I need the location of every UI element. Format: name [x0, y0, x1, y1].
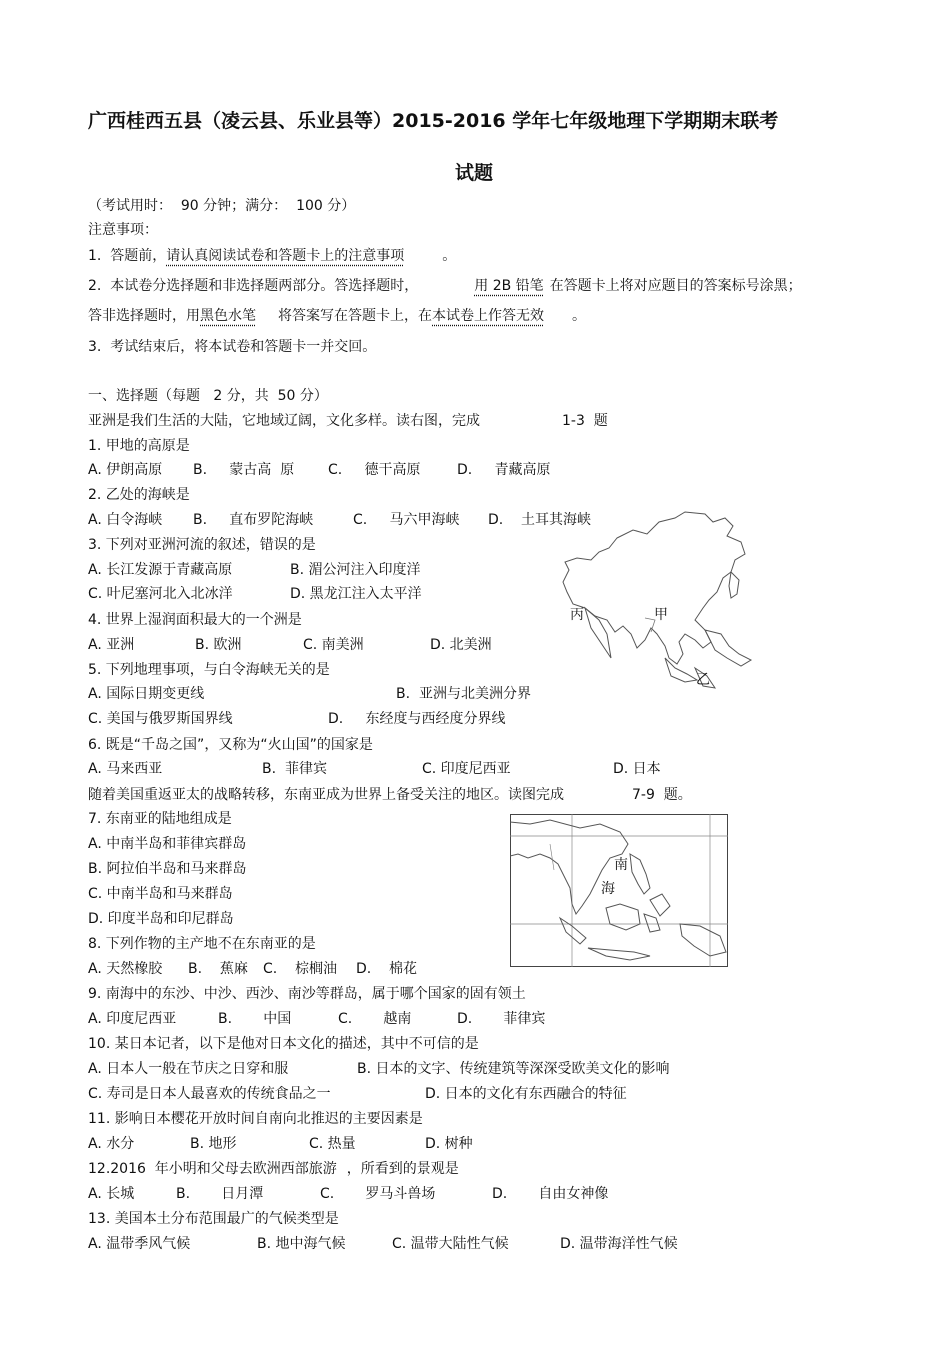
q9-option-b: B. 中国: [218, 1011, 292, 1027]
q6-option-b: B. 菲律宾: [262, 761, 327, 777]
notice-2-pen: 黑色水笔: [200, 308, 256, 324]
q4-stem: 4. 世界上湿润面积最大的一个洲是: [88, 612, 302, 628]
map1-label-yi: 乙: [696, 672, 710, 688]
q5-option-d: D. 东经度与西经度分界线: [328, 711, 506, 727]
q10-option-b: B. 日本的文字、传统建筑等深深受欧美文化的影响: [357, 1061, 670, 1077]
exam-info: （考试用时： 90 分钟；满分： 100 分）: [88, 198, 356, 214]
q3-option-c: C. 叶尼塞河北入北冰洋: [88, 586, 233, 602]
q13-option-d: D. 温带海洋性气候: [560, 1236, 678, 1252]
q11-option-c: C. 热量: [309, 1136, 356, 1152]
map1-label-bing: 丙: [570, 607, 584, 623]
q6-option-c: C. 印度尼西亚: [422, 761, 511, 777]
q5-stem: 5. 下列地理事项，与白令海峡无关的是: [88, 662, 330, 678]
notice-2-rest: 在答题卡上将对应题目的答案标号涂黑；: [549, 278, 802, 294]
q12-option-c: C. 罗马斗兽场: [320, 1186, 436, 1202]
q3-option-a: A. 长江发源于青藏高原: [88, 562, 233, 578]
q7-stem: 7. 东南亚的陆地组成是: [88, 811, 232, 827]
q1-stem: 1. 甲地的高原是: [88, 438, 190, 454]
q13-option-a: A. 温带季风气候: [88, 1236, 191, 1252]
q9-stem: 9. 南海中的东沙、中沙、西沙、南沙等群岛，属于哪个国家的固有领土: [88, 986, 526, 1002]
intro-southeast-asia: [88, 786, 692, 804]
q12-option-a: A. 长城: [88, 1186, 135, 1202]
q3-stem: 3. 下列对亚洲河流的叙述，错误的是: [88, 537, 316, 553]
notice-item-1: [88, 247, 456, 265]
q5-option-c: C. 美国与俄罗斯国界线: [88, 711, 233, 727]
asia-map: [555, 508, 755, 693]
q4-option-b: B. 欧洲: [195, 637, 242, 653]
q13-stem: 13. 美国本土分布范围最广的气候类型是: [88, 1211, 339, 1227]
notice-item-2-line2: [88, 307, 586, 325]
q9-option-d: D. 菲律宾: [457, 1011, 546, 1027]
notice-2-invalid: 本试卷上作答无效: [432, 308, 544, 324]
intro-asia-range: 1-3 题: [562, 413, 608, 429]
q2-option-c: C. 马六甲海峡: [353, 512, 460, 528]
map2-label-hai: 海: [601, 881, 615, 897]
q10-option-a: A. 日本人一般在节庆之日穿和服: [88, 1061, 289, 1077]
notice-1-emphasis: 请认真阅读试卷和答题卡上的注意事项: [166, 248, 405, 264]
notice-2-prefix: 2. 本试卷分选择题和非选择题两部分。答选择题时，: [88, 278, 419, 294]
q4-option-c: C. 南美洲: [303, 637, 364, 653]
q5-option-a: A. 国际日期变更线: [88, 686, 205, 702]
intro-asia-text: 亚洲是我们生活的大陆，它地域辽阔，文化多样。读右图，完成: [88, 413, 480, 429]
section-heading: 一、选择题（每题 2 分，共 50 分）: [88, 388, 328, 404]
doc-title-line1: 广西桂西五县（凌云县、乐业县等）2015-2016 学年七年级地理下学期期末联考: [88, 110, 779, 132]
q12-stem-a: 12.2016 年小明和父母去欧洲西部旅游: [88, 1161, 337, 1177]
q8-option-b: B. 蕉麻: [188, 961, 248, 977]
q11-stem: 11. 影响日本樱花开放时间自南向北推迟的主要因素是: [88, 1111, 423, 1127]
intro-sea-range: 7-9 题。: [632, 787, 692, 803]
q6-option-a: A. 马来西亚: [88, 761, 163, 777]
notice-heading: 注意事项：: [88, 222, 158, 238]
q7-option-b: B. 阿拉伯半岛和马来群岛: [88, 861, 247, 877]
q12-option-d: D. 自由女神像: [492, 1186, 609, 1202]
q11-option-a: A. 水分: [88, 1136, 135, 1152]
q10-option-d: D. 日本的文化有东西融合的特征: [425, 1086, 627, 1102]
intro-sea-text: 随着美国重返亚太的战略转移，东南亚成为世界上备受关注的地区。读图完成: [88, 787, 564, 803]
notice-item-3: 3. 考试结束后，将本试卷和答题卡一并交回。: [88, 339, 377, 355]
q12-stem: [88, 1160, 459, 1178]
q9-option-c: C. 越南: [338, 1011, 412, 1027]
q13-option-c: C. 温带大陆性气候: [392, 1236, 509, 1252]
q4-option-d: D. 北美洲: [430, 637, 492, 653]
q1-option-b: B. 蒙古高 原: [193, 462, 295, 478]
q8-option-d: D. 棉花: [356, 961, 418, 977]
q11-option-b: B. 地形: [190, 1136, 237, 1152]
intro-asia: [88, 412, 608, 430]
q11-option-d: D. 树种: [425, 1136, 473, 1152]
q10-option-c: C. 寿司是日本人最喜欢的传统食品之一: [88, 1086, 331, 1102]
q9-option-a: A. 印度尼西亚: [88, 1011, 177, 1027]
q6-option-d: D. 日本: [613, 761, 661, 777]
q6-stem: 6. 既是“千岛之国”，又称为“火山国”的国家是: [88, 737, 373, 753]
q7-option-d: D. 印度半岛和印尼群岛: [88, 911, 234, 927]
q1-option-a: A. 伊朗高原: [88, 462, 163, 478]
q2-option-a: A. 白令海峡: [88, 512, 163, 528]
map2-label-nan: 南: [614, 857, 628, 873]
q10-stem: 10. 某日本记者，以下是他对日本文化的描述，其中不可信的是: [88, 1036, 479, 1052]
notice-2-end: 。: [572, 308, 586, 324]
q5-option-b: B. 亚洲与北美洲分界: [396, 686, 531, 702]
notice-2-f: 将答案写在答题卡上，在: [278, 308, 432, 324]
q3-option-b: B. 湄公河注入印度洋: [290, 562, 421, 578]
q8-option-c: C. 棕榈油: [263, 961, 338, 977]
q8-option-a: A. 天然橡胶: [88, 961, 163, 977]
q2-option-d: D. 土耳其海峡: [488, 512, 592, 528]
q3-option-d: D. 黑龙江注入太平洋: [290, 586, 422, 602]
q1-option-d: D. 青藏高原: [457, 462, 551, 478]
notice-item-2-line1: [88, 277, 802, 295]
notice-1-prefix: 1. 答题前，: [88, 248, 167, 264]
q1-option-c: C. 德干高原: [328, 462, 421, 478]
southeast-asia-map: [510, 814, 728, 967]
q12-option-b: B. 日月潭: [176, 1186, 264, 1202]
q7-option-c: C. 中南半岛和马来群岛: [88, 886, 233, 902]
q12-stem-b: ，所看到的景观是: [346, 1161, 459, 1177]
q4-option-a: A. 亚洲: [88, 637, 135, 653]
q8-stem: 8. 下列作物的主产地不在东南亚的是: [88, 936, 316, 952]
q2-option-b: B. 直布罗陀海峡: [193, 512, 314, 528]
map1-label-jia: 甲: [654, 607, 668, 623]
q2-stem: 2. 乙处的海峡是: [88, 487, 190, 503]
q13-option-b: B. 地中海气候: [257, 1236, 346, 1252]
notice-1-end: 。: [442, 248, 457, 264]
notice-2-d: 答非选择题时，用: [88, 308, 200, 324]
doc-title-line2: 试题: [455, 162, 494, 184]
q7-option-a: A. 中南半岛和菲律宾群岛: [88, 836, 247, 852]
notice-2-pencil: 用 2B 铅笔: [474, 278, 544, 294]
